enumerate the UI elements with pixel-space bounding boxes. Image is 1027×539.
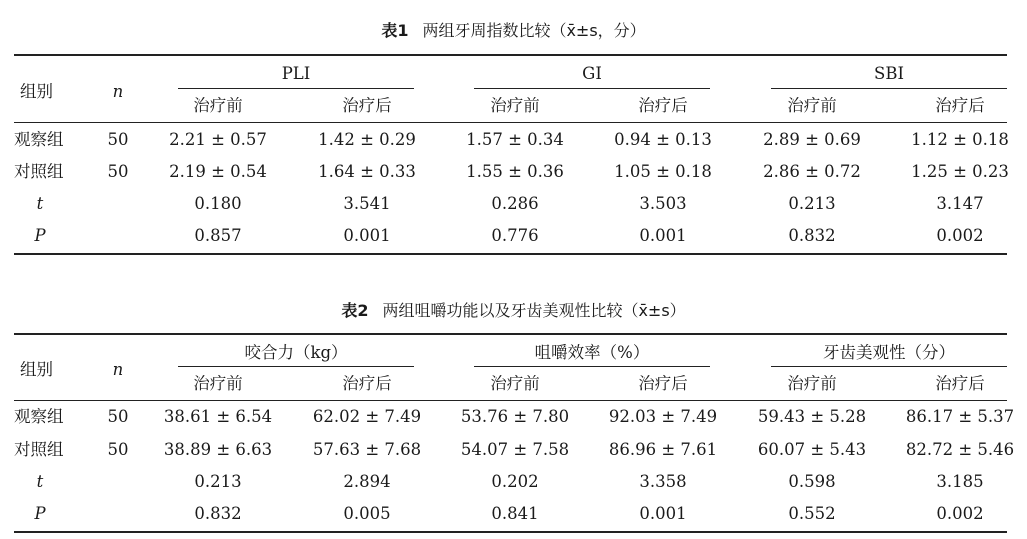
table1-row-n: 50 (107, 162, 129, 181)
table1-cell: 1.57 ± 0.34 (466, 130, 564, 149)
table2-sub-header: 治疗后 (638, 374, 688, 393)
table2-group-rule (474, 366, 710, 367)
table1-sub-header: 治疗前 (193, 96, 243, 115)
table2-sub-header: 治疗前 (193, 374, 243, 393)
table2-cell: 0.213 (194, 472, 242, 491)
table2-top-rule (14, 333, 1007, 335)
table2-cell: 0.005 (343, 504, 391, 523)
table1-row-label: 观察组 (14, 130, 64, 149)
table2-row-label: P (34, 504, 46, 523)
table2-title: 两组咀嚼功能以及牙齿美观性比较（x̄±s） (382, 301, 686, 320)
table2-cell: 2.894 (343, 472, 391, 491)
table2-group-header: 组别 (20, 360, 53, 379)
table2-cell: 53.76 ± 7.80 (460, 407, 570, 426)
table2-cell: 3.358 (639, 472, 687, 491)
table2-cell: 0.002 (936, 504, 984, 523)
table1-label: 表1 (381, 21, 409, 40)
table1-top-rule (14, 54, 1007, 56)
table1-group-rule (474, 88, 710, 89)
table2-cell: 62.02 ± 7.49 (312, 407, 422, 426)
table1-cell: 1.12 ± 0.18 (911, 130, 1009, 149)
table1-group-header: 组别 (20, 82, 53, 101)
table2-cell: 38.89 ± 6.63 (163, 440, 273, 459)
table1-cell: 2.89 ± 0.69 (763, 130, 861, 149)
table2-cell: 86.96 ± 7.61 (608, 440, 718, 459)
table2-row-label: 对照组 (14, 440, 64, 459)
table1-cell: 0.286 (491, 194, 539, 213)
table1-sub-header: 治疗前 (490, 96, 540, 115)
table2-cell: 86.17 ± 5.37 (905, 407, 1015, 426)
table1-cell: 0.001 (639, 226, 687, 245)
table1-group-sbi: SBI (874, 64, 904, 83)
table2-cell: 0.832 (194, 504, 242, 523)
table1-group-gi: GI (582, 64, 602, 83)
table1-sub-header: 治疗前 (787, 96, 837, 115)
table1-row-label: t (36, 194, 44, 213)
table2-n-header: n (112, 360, 124, 379)
table2-row-label: 观察组 (14, 407, 64, 426)
table2-cell: 0.001 (639, 504, 687, 523)
table2-bottom-rule (14, 531, 1007, 533)
table1-cell: 1.64 ± 0.33 (318, 162, 416, 181)
table2-cell: 92.03 ± 7.49 (608, 407, 718, 426)
table1-group-rule (771, 88, 1007, 89)
table1-cell: 0.776 (491, 226, 539, 245)
table1-cell: 3.147 (936, 194, 984, 213)
table1-cell: 0.94 ± 0.13 (614, 130, 712, 149)
table2-sub-header: 治疗后 (342, 374, 392, 393)
table2-cell: 38.61 ± 6.54 (163, 407, 273, 426)
table2-label: 表2 (341, 301, 369, 320)
table2-group-rule (771, 366, 1007, 367)
table1-title: 两组牙周指数比较（x̄±s，分） (422, 21, 646, 40)
table2-group-chewing-efficiency: 咀嚼效率（%） (534, 343, 650, 362)
table1-sub-header: 治疗后 (638, 96, 688, 115)
table1-cell: 2.19 ± 0.54 (169, 162, 267, 181)
table1-group-rule (178, 88, 414, 89)
table2-cell: 59.43 ± 5.28 (757, 407, 867, 426)
table1-cell: 1.25 ± 0.23 (911, 162, 1009, 181)
table1-sub-header: 治疗后 (342, 96, 392, 115)
table2-sub-header: 治疗前 (490, 374, 540, 393)
table2-row-n: 50 (107, 407, 129, 426)
table2-sub-header: 治疗前 (787, 374, 837, 393)
table1-caption (0, 18, 1027, 41)
table1-cell: 0.213 (788, 194, 836, 213)
table1-cell: 1.42 ± 0.29 (318, 130, 416, 149)
table2-cell: 54.07 ± 7.58 (460, 440, 570, 459)
table1-sub-header: 治疗后 (935, 96, 985, 115)
table1-cell: 0.001 (343, 226, 391, 245)
table2-cell: 0.552 (788, 504, 836, 523)
table1-cell: 1.05 ± 0.18 (614, 162, 712, 181)
table1-cell: 2.21 ± 0.57 (169, 130, 267, 149)
table1-header-rule (14, 122, 1007, 123)
table1-row-label: 对照组 (14, 162, 64, 181)
table1-cell: 0.857 (194, 226, 242, 245)
table2-group-rule (178, 366, 414, 367)
table1-row-label: P (34, 226, 46, 245)
table1-group-pli: PLI (281, 64, 311, 83)
table2-caption (0, 298, 1027, 321)
table2-cell: 0.841 (491, 504, 539, 523)
table2-row-label: t (36, 472, 44, 491)
table2-cell: 0.598 (788, 472, 836, 491)
table1-bottom-rule (14, 253, 1007, 255)
table1-cell: 1.55 ± 0.36 (466, 162, 564, 181)
table2-cell: 3.185 (936, 472, 984, 491)
table2-cell: 0.202 (491, 472, 539, 491)
table1-cell: 3.541 (343, 194, 391, 213)
table2-cell: 82.72 ± 5.46 (905, 440, 1015, 459)
table1-row-n: 50 (107, 130, 129, 149)
table1-cell: 0.002 (936, 226, 984, 245)
table2-cell: 60.07 ± 5.43 (757, 440, 867, 459)
table2-row-n: 50 (107, 440, 129, 459)
table2-group-aesthetics: 牙齿美观性（分） (823, 343, 955, 362)
table1-cell: 3.503 (639, 194, 687, 213)
table1-n-header: n (112, 82, 124, 101)
table2-cell: 57.63 ± 7.68 (312, 440, 422, 459)
table2-group-bite-force: 咬合力（kg） (244, 343, 348, 362)
table2-sub-header: 治疗后 (935, 374, 985, 393)
table1-cell: 0.832 (788, 226, 836, 245)
table1-cell: 2.86 ± 0.72 (763, 162, 861, 181)
table1-cell: 0.180 (194, 194, 242, 213)
